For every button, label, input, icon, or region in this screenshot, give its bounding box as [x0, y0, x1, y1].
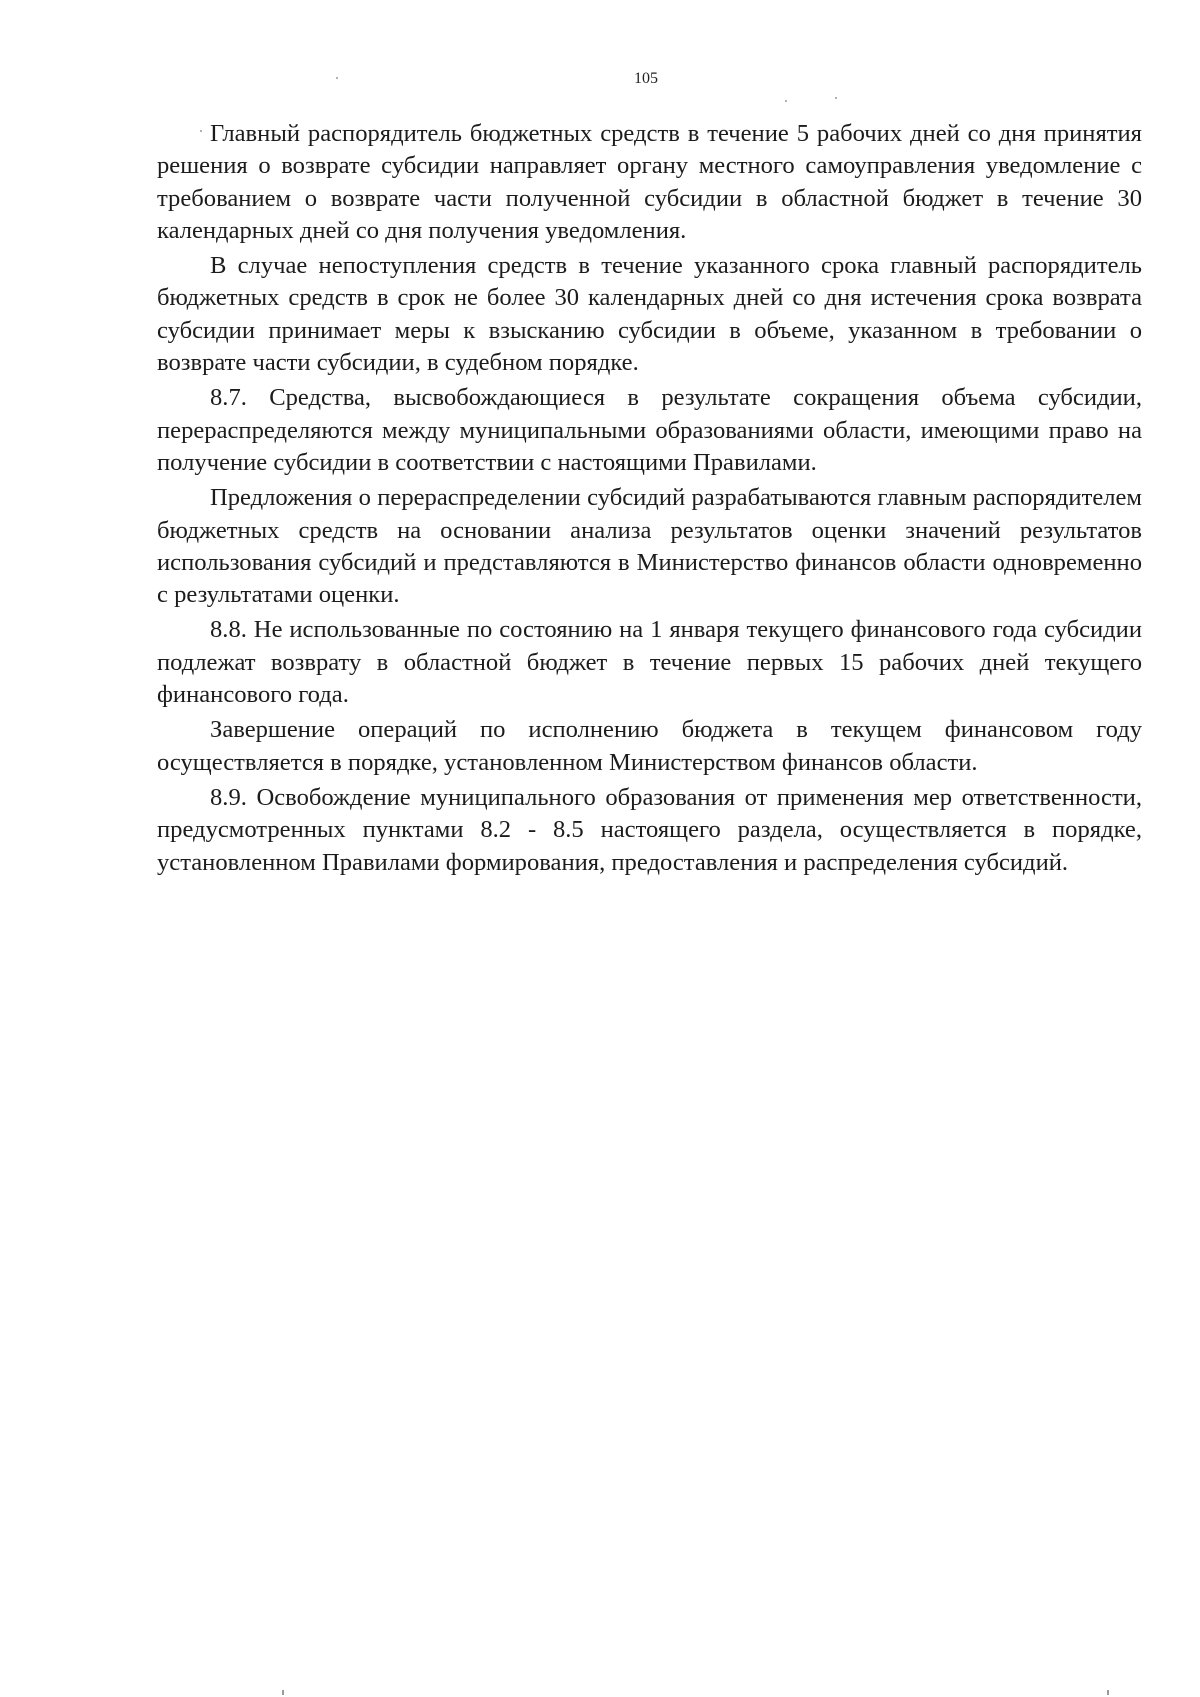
scan-speck [336, 77, 338, 79]
scan-speck [282, 1690, 284, 1695]
paragraph-recovery-in-court: В случае непоступления средств в течение указанного срока главный распорядитель бюджетных средств в срок не более 30 календарных дней со дня истечения срока возврата субсидии принимает меры к взысканию субсидии в объеме, указанном в требовании о возврате части субсидии, в судебном порядке. [157, 252, 1142, 377]
scan-speck [785, 100, 787, 102]
paragraph-budget-completion: Завершение операций по исполнению бюджета в текущем финансовом году осуществляется в порядке, установленном Министерством финансов области. [157, 716, 1142, 776]
paragraph-redistribution-proposals: Предложения о перераспределении субсидий разрабатываются главным распорядителем бюджетных средств на основании анализа результатов оценки значений результатов использования субсидий и представляются в Министерство финансов области одновременно с результатами оценки. [157, 484, 1142, 609]
page-number: 105 [634, 70, 658, 87]
scan-speck [1107, 1690, 1109, 1695]
paragraph-8-8: 8.8. Не использованные по состоянию на 1 января текущего финансового года субсидии подлежат возврату в областной бюджет в течение первых 15 рабочих дней текущего финансового года. [157, 616, 1142, 709]
scan-speck [200, 130, 202, 132]
paragraph-8-7: 8.7. Средства, высвобождающиеся в результате сокращения объема субсидии, перераспределяются между муниципальными образованиями области, имеющими право на получение субсидии в соответствии с настоящими Правилами. [157, 384, 1142, 476]
scan-speck [835, 97, 837, 99]
paragraph-8-9: 8.9. Освобождение муниципального образования от применения мер ответственности, предусмотренных пунктами 8.2 - 8.5 настоящего раздела, осуществляется в порядке, установленном Правилами формирования, предоставления и распределения субсидий. [157, 783, 1142, 876]
document-body [157, 118, 1142, 882]
paragraph-subsidy-return-notice: Главный распорядитель бюджетных средств в течение 5 рабочих дней со дня принятия решения о возврате субсидии направляет органу местного самоуправления уведомление с требованием о возврате части полученной субсидии в областной бюджет в течение 30 календарных дней со дня получения уведомления. [157, 120, 1142, 244]
